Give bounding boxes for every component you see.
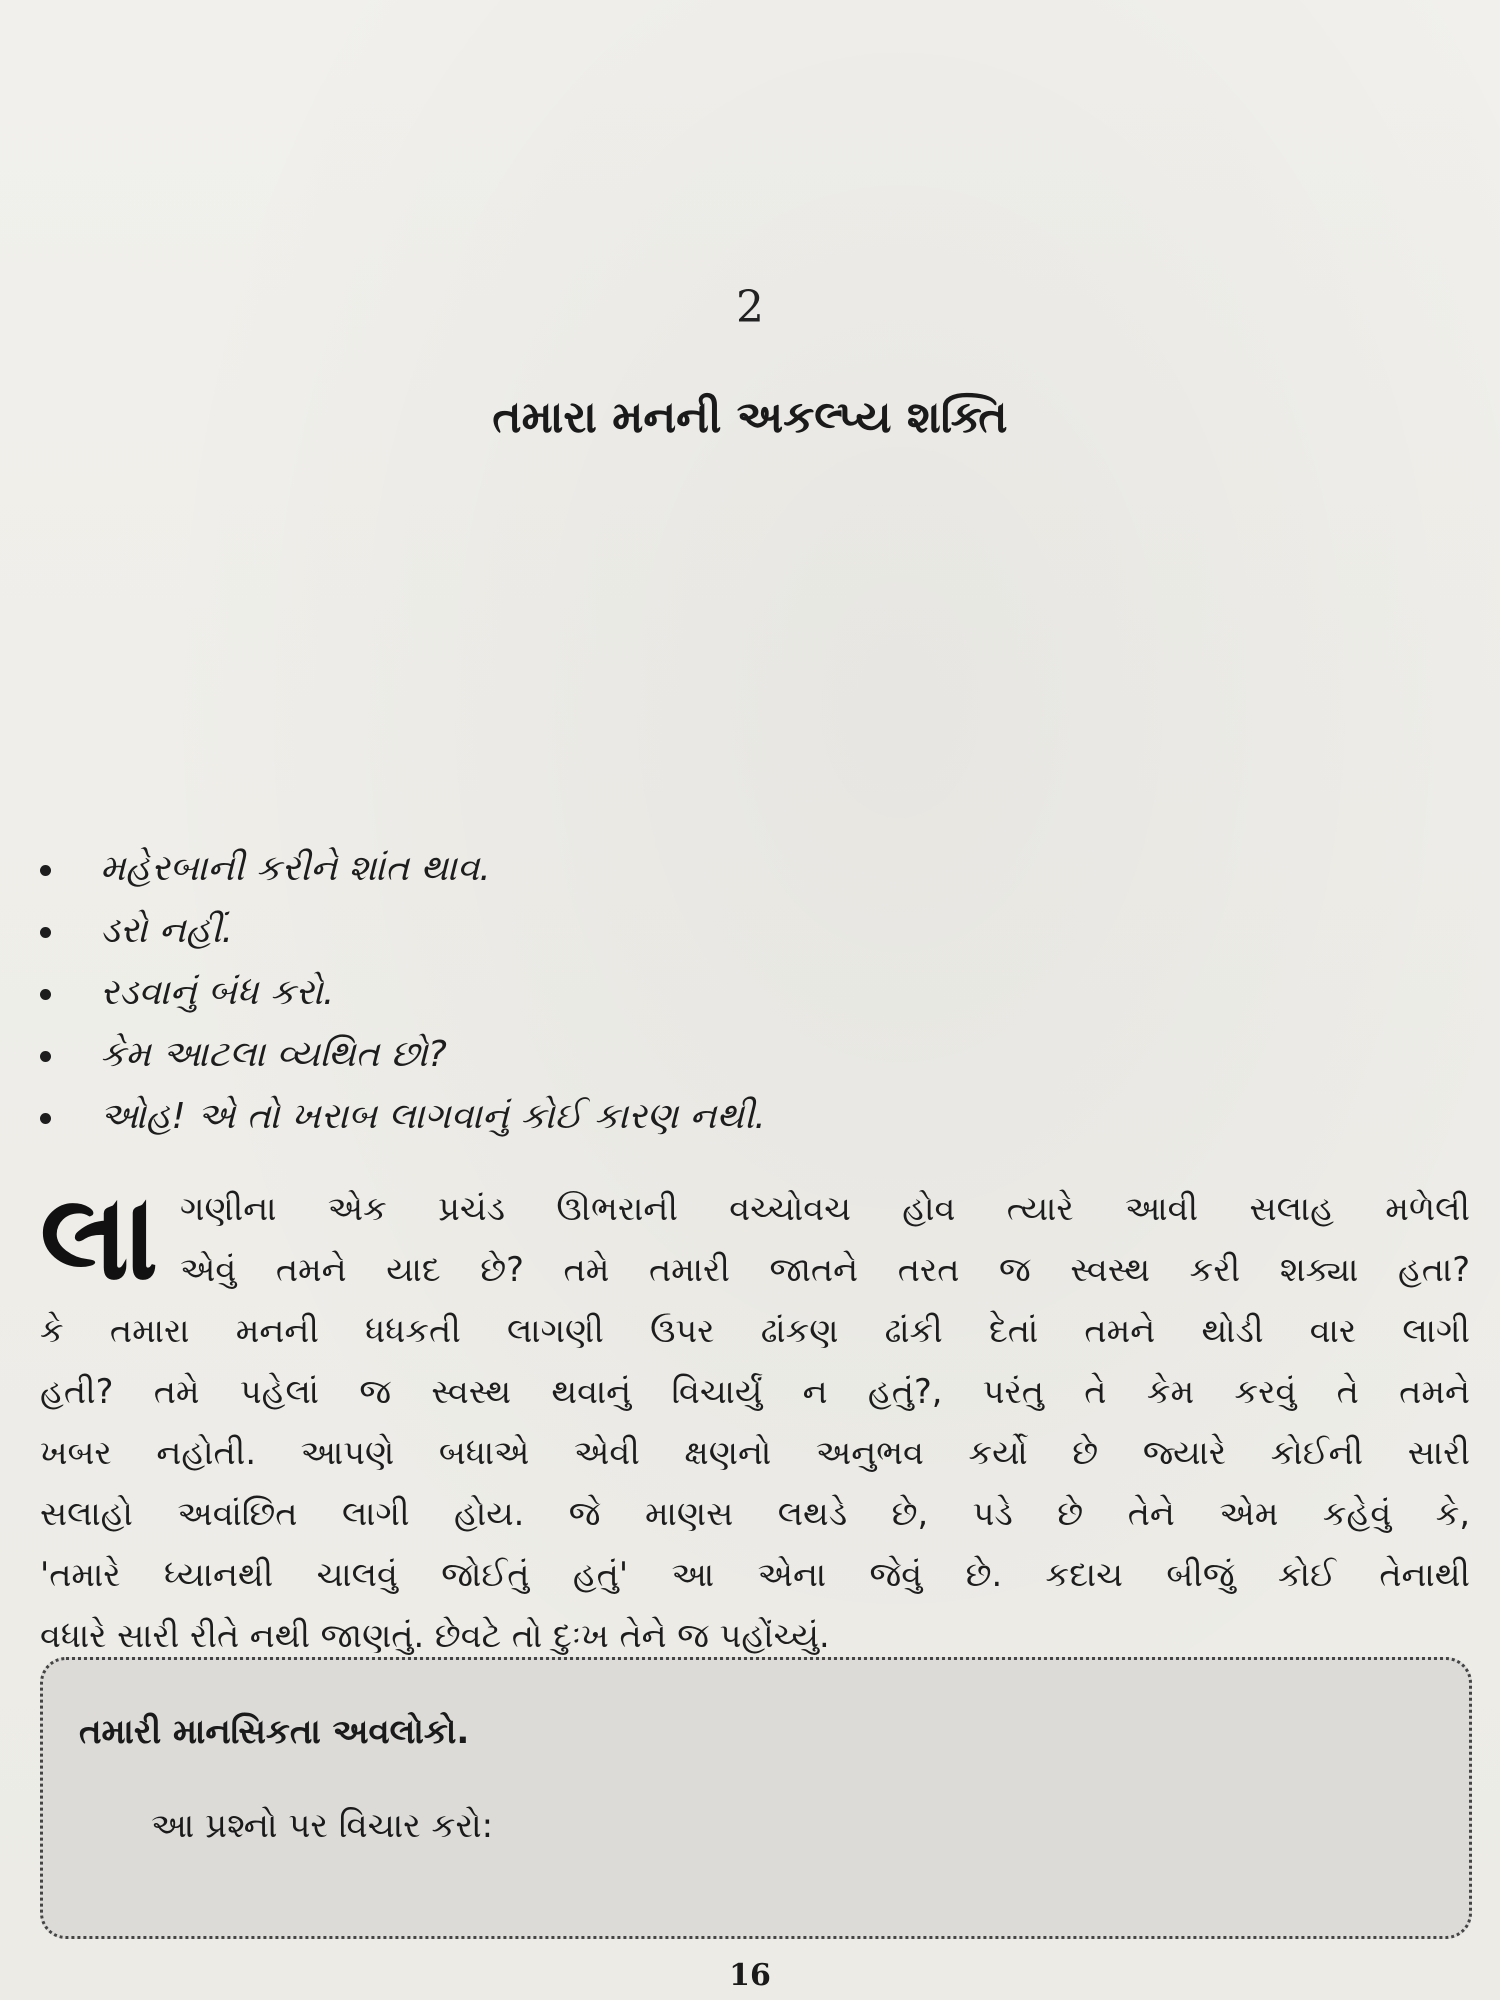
bullet-text: મહેરબાની કરીને શાંત થાવ. — [100, 848, 491, 889]
paragraph-line: હતી? તમે પહેલાં જ સ્વસ્થ થવાનું વિચાર્યું ન હતું?, પરંતુ તે કેમ કરવું તે તમને — [40, 1372, 1470, 1411]
bullet-item — [40, 838, 1440, 900]
bullet-item — [40, 1086, 1440, 1148]
chapter-number: 2 — [736, 282, 764, 333]
reflection-box — [40, 1657, 1472, 1939]
bullet-dot-icon — [40, 989, 51, 1000]
bullet-item — [40, 900, 1440, 962]
bullet-dot-icon — [40, 927, 51, 938]
box-prompt: આ પ્રશ્નો પર વિચાર કરો: — [151, 1806, 494, 1846]
paragraph-line: ખબર નહોતી. આપણે બધાએ એવી ક્ષણનો અનુભવ કર્યો છે જ્યારે કોઈની સારી — [40, 1433, 1470, 1472]
bullet-item — [40, 962, 1440, 1024]
bullet-item — [40, 1024, 1440, 1086]
bullet-text: કેમ આટલા વ્યથિત છો? — [100, 1034, 447, 1075]
bullet-text: ઓહ! એ તો ખરાબ લાગવાનું કોઈ કારણ નથી. — [100, 1096, 766, 1137]
paragraph-line: ગણીના એક પ્રચંડ ઊભરાની વચ્ચોવચ હોવ ત્યારે આવી સલાહ મળેલી — [180, 1189, 1470, 1228]
body-paragraph — [40, 1168, 1471, 1666]
paragraph-line: એવું તમને યાદ છે? તમે તમારી જાતને તરત જ સ્વસ્થ કરી શક્યા હતા? — [180, 1250, 1470, 1289]
bullet-dot-icon — [40, 1051, 51, 1062]
paragraph-line: વધારે સારી રીતે નથી જાણતું. છેવટે તો દુઃખ તેને જ પહોંચ્યું. — [40, 1616, 830, 1655]
bullet-text: રડવાનું બંધ કરો. — [100, 972, 335, 1013]
paragraph-line: કે તમારા મનની ધધકતી લાગણી ઉપર ઢાંકણ ઢાંકી દેતાં તમને થોડી વાર લાગી — [40, 1311, 1470, 1350]
bullet-dot-icon — [40, 865, 51, 876]
box-title: તમારી માનસિકતા અવલોકો. — [79, 1712, 470, 1752]
paragraph-line: સલાહો અવાંછિત લાગી હોય. જે માણસ લથડે છે, પડે છે તેને એમ કહેવું કે, — [40, 1494, 1471, 1533]
paragraph-line: 'તમારે ધ્યાનથી ચાલવું જોઈતું હતું' આ એના જેવું છે. કદાચ બીજું કોઈ તેનાથી — [40, 1555, 1470, 1594]
bullet-dot-icon — [40, 1113, 51, 1124]
chapter-title: તમારા મનની અકલ્પ્ય શક્તિ — [492, 392, 1008, 443]
drop-cap: લા — [40, 1168, 159, 1306]
page-number: 16 — [729, 1958, 771, 1993]
bullet-list — [40, 838, 1440, 1148]
bullet-text: ડરો નહીં. — [100, 910, 233, 951]
